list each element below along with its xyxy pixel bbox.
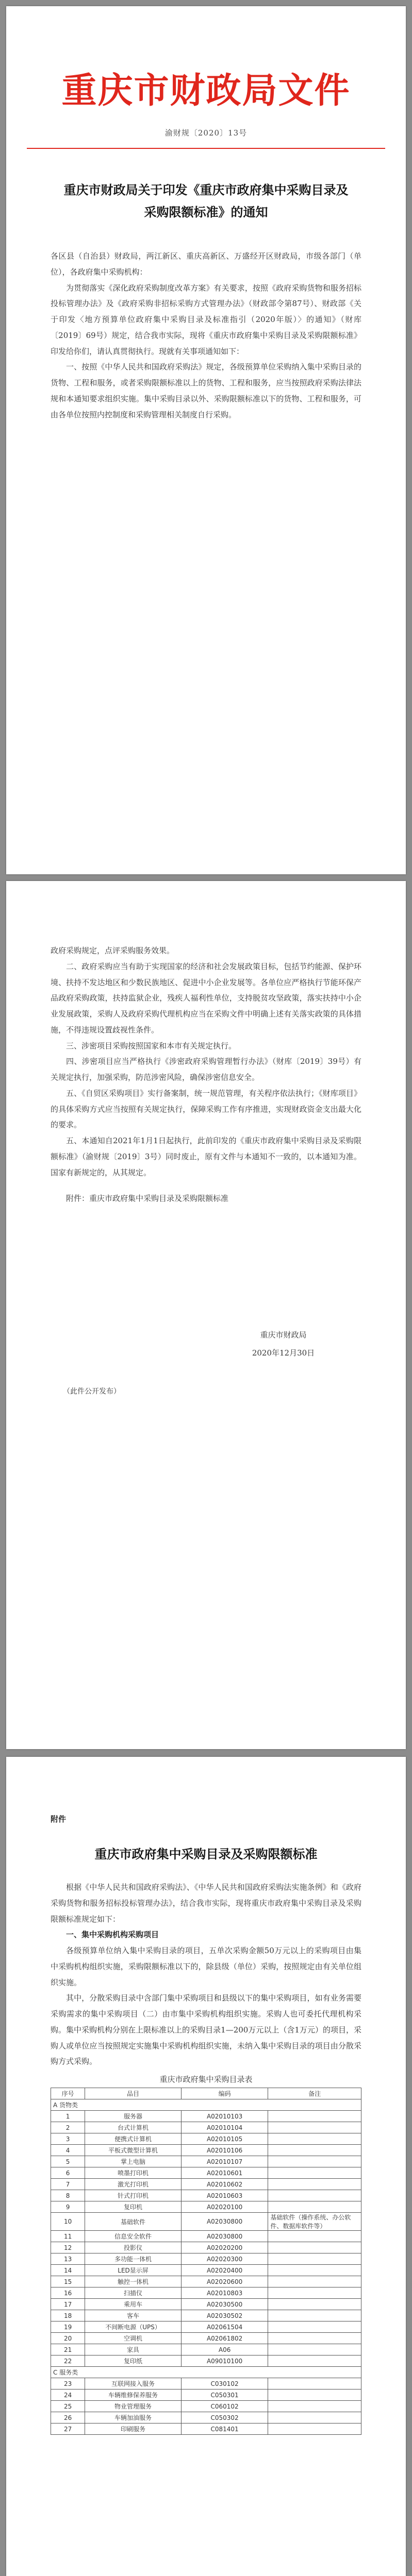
item-code: A02061802 — [181, 2333, 268, 2344]
document-page-2 — [6, 881, 406, 1749]
item-name: 服务器 — [85, 2111, 182, 2122]
row-number: 18 — [51, 2310, 85, 2321]
column-header: 编码 — [181, 2088, 268, 2099]
document-number: 渝财规〔2020〕13号 — [164, 128, 248, 138]
item-name: 印刷服务 — [85, 2424, 182, 2435]
table-row — [51, 2401, 361, 2412]
row-number: 11 — [51, 2231, 85, 2242]
item-remark — [268, 2167, 361, 2179]
item-code: A02020100 — [181, 2201, 268, 2213]
item-name: 平板式微型计算机 — [85, 2145, 182, 2156]
table-row — [51, 2276, 361, 2287]
item-code: A02030500 — [181, 2299, 268, 2310]
item-code: A06 — [181, 2344, 268, 2355]
body-paragraph: 二、政府采购应当有助于实现国家的经济和社会发展政策目标，包括节约能源、保护环境、扶持不发达地区和少数民族地区、促进中小企业发展等。各单位应严格执行节能环保产品政府采购政策，扶持监狱企业，残疾人福利性单位，支持脱贫攻坚政策，落实扶持中小企业发展政策，采购人及政府采购代理机构应当在采购文件中明确上述有关落实政策的具体措施，不得违规设置歧视性条件。 — [51, 961, 361, 1035]
item-code: A02061504 — [181, 2321, 268, 2333]
row-number: 3 — [51, 2133, 85, 2145]
item-name: 多功能一体机 — [85, 2253, 182, 2265]
item-name: 台式计算机 — [85, 2122, 182, 2133]
item-name: 空调机 — [85, 2333, 182, 2344]
item-name: 物业管理服务 — [85, 2401, 182, 2412]
row-number: 1 — [51, 2111, 85, 2122]
item-code: A02020300 — [181, 2253, 268, 2265]
item-code: A09010100 — [181, 2355, 268, 2367]
row-number: 22 — [51, 2355, 85, 2367]
section-paragraph: 各级预算单位纳入集中采购目录的项目，五单次采购金额50万元以上的采购项目由集中采购机构组织实施，采购限额标准以下的，除县级（单位）采购，按照规定由有关单位组织实施。 — [51, 1946, 361, 1987]
item-name: 基础软件 — [85, 2213, 182, 2231]
category-label: C 服务类 — [51, 2367, 361, 2378]
table-row — [51, 2145, 361, 2156]
row-number: 27 — [51, 2424, 85, 2435]
table-row — [51, 2167, 361, 2179]
table-row — [51, 2321, 361, 2333]
item-name: 触控一体机 — [85, 2276, 182, 2287]
table-row — [51, 2122, 361, 2133]
table-row — [51, 2111, 361, 2122]
item-remark — [268, 2310, 361, 2321]
item-remark — [268, 2401, 361, 2412]
row-number: 25 — [51, 2401, 85, 2412]
item-remark — [268, 2145, 361, 2156]
item-remark: 基础软件（操作系统、办公软件、数据库软件等） — [268, 2213, 361, 2231]
item-code: C050302 — [181, 2412, 268, 2424]
table-row — [51, 2389, 361, 2401]
row-number: 16 — [51, 2287, 85, 2299]
item-name: 家具 — [85, 2344, 182, 2355]
section-heading: 一、集中采购机构采购项目 — [66, 1930, 159, 1940]
item-name: 扫描仪 — [85, 2287, 182, 2299]
item-code: A02030800 — [181, 2213, 268, 2231]
notice-body-continued — [51, 943, 361, 1207]
body-paragraph: 五、《自贸区采购项目》实行备案制，统一规范管理，有关程序依法执行；《财库项目》的具体采购方式应当按照有关规定执行，保障采购工作有序推进，实现财政资金支出最大化的要求。 — [51, 1088, 361, 1130]
item-name: 复印机 — [85, 2201, 182, 2213]
item-code: C081401 — [181, 2424, 268, 2435]
table-category-row — [51, 2367, 361, 2378]
row-number: 6 — [51, 2167, 85, 2179]
item-remark — [268, 2190, 361, 2201]
item-remark — [268, 2122, 361, 2133]
item-code: A02010103 — [181, 2111, 268, 2122]
item-remark — [268, 2287, 361, 2299]
item-remark — [268, 2378, 361, 2389]
document-page-1 — [6, 6, 406, 874]
item-code: A02030502 — [181, 2310, 268, 2321]
item-remark — [268, 2201, 361, 2213]
row-number: 23 — [51, 2378, 85, 2389]
item-name: 不间断电源（UPS） — [85, 2321, 182, 2333]
row-number: 8 — [51, 2190, 85, 2201]
red-document-header: 重庆市财政局文件 — [61, 70, 351, 111]
body-paragraph: 五、本通知自2021年1月1日起执行，此前印发的《重庆市政府集中采购目录及采购限额标准》（渝财规〔2019〕3号）同时废止，原有文件与本通知不一致的，以本通知为准。国家有新规定的，从其规定。 — [51, 1136, 361, 1177]
item-remark — [268, 2156, 361, 2167]
salutation: 各区县（自治县）财政局，两江新区、重庆高新区、万盛经开区财政局，市级各部门（单位），各政府集中采购机构： — [51, 251, 361, 277]
item-code: A02010602 — [181, 2179, 268, 2190]
item-remark — [268, 2242, 361, 2253]
item-code: C030102 — [181, 2378, 268, 2389]
item-name: 车辆加油服务 — [85, 2412, 182, 2424]
table-row — [51, 2333, 361, 2344]
item-code: A02010106 — [181, 2145, 268, 2156]
item-remark — [268, 2344, 361, 2355]
row-number: 4 — [51, 2145, 85, 2156]
table-row — [51, 2355, 361, 2367]
annex-title: 重庆市政府集中采购目录及采购限额标准 — [94, 1846, 318, 1861]
item-remark — [268, 2321, 361, 2333]
table-row — [51, 2265, 361, 2276]
item-code: A02030800 — [181, 2231, 268, 2242]
body-paragraph: 一、按照《中华人民共和国政府采购法》规定，各级预算单位采购纳入集中采购目录的货物、工程和服务，或者采购限额标准以上的货物、工程和服务，应当按照政府采购法律法规和本通知要求组织实施。集中采购目录以外、采购限额标准以下的货物、工程和服务，可由各单位按照内控制度和采购管理相关制度自行采购。 — [51, 362, 361, 419]
section-paragraph: 其中，分散采购目录中含部门集中采购项目和县级以下的集中采购项目，如有业务需要采购需求的集中采购项目（二）由市集中采购机构组织实施。采购人也可委托代理机构采购。集中采购机构分别在上限标准以上的采购目录1—200万元以上（含1万元）的项目，采购人或单位应当按照规定实施集中采购机构组织实施，未纳入集中采购目录的项目由分散采购方式采购。 — [51, 1993, 361, 2066]
item-remark — [268, 2299, 361, 2310]
signing-organization: 重庆市财政局 — [260, 1330, 307, 1340]
red-divider-line — [27, 148, 385, 149]
item-code: A02020200 — [181, 2242, 268, 2253]
annex-intro: 根据《中华人民共和国政府采购法》、《中华人民共和国政府采购法实施条例》和《政府采购货物和服务招标投标管理办法》，结合我市实际，现将重庆市政府集中采购目录及采购限额标准规定如下： — [51, 1883, 361, 1924]
item-name: 激光打印机 — [85, 2179, 182, 2190]
table-row — [51, 2253, 361, 2265]
item-name: 信息安全软件 — [85, 2231, 182, 2242]
procurement-catalog-table — [51, 2088, 361, 2435]
signing-date: 2020年12月30日 — [252, 1348, 315, 1358]
table-row — [51, 2156, 361, 2167]
row-number: 21 — [51, 2344, 85, 2355]
item-name: 车辆维修保养服务 — [85, 2389, 182, 2401]
table-row — [51, 2287, 361, 2299]
table-row — [51, 2378, 361, 2389]
item-remark — [268, 2253, 361, 2265]
annex-body — [51, 1814, 361, 2435]
item-name: 复印纸 — [85, 2355, 182, 2367]
column-header: 品目 — [85, 2088, 182, 2099]
item-name: LED显示屏 — [85, 2265, 182, 2276]
table-row — [51, 2231, 361, 2242]
column-header: 序号 — [51, 2088, 85, 2099]
item-code: A02020400 — [181, 2265, 268, 2276]
item-code: A02020600 — [181, 2276, 268, 2287]
table-row — [51, 2133, 361, 2145]
row-number: 26 — [51, 2412, 85, 2424]
annex-label: 附件 — [51, 1815, 67, 1824]
item-remark — [268, 2333, 361, 2344]
item-name: 掌上电脑 — [85, 2156, 182, 2167]
item-name: 客车 — [85, 2310, 182, 2321]
body-paragraph: 四、涉密项目应当严格执行《涉密政府采购管理暂行办法》（财库〔2019〕39号）有关规定执行，加强采购，防范涉密风险，确保涉密信息安全。 — [51, 1057, 361, 1082]
notice-body — [51, 248, 361, 422]
item-name: 互联网接入服务 — [85, 2378, 182, 2389]
item-remark — [268, 2412, 361, 2424]
item-name: 投影仪 — [85, 2242, 182, 2253]
row-number: 17 — [51, 2299, 85, 2310]
row-number: 20 — [51, 2333, 85, 2344]
item-remark — [268, 2276, 361, 2287]
table-row — [51, 2242, 361, 2253]
row-number: 13 — [51, 2253, 85, 2265]
item-remark — [268, 2179, 361, 2190]
table-row — [51, 2190, 361, 2201]
column-header: 备注 — [268, 2088, 361, 2099]
category-label: A 货物类 — [51, 2099, 361, 2111]
document-page-3 — [6, 1757, 406, 2576]
item-code: A02010105 — [181, 2133, 268, 2145]
item-remark — [268, 2111, 361, 2122]
row-number: 2 — [51, 2122, 85, 2133]
body-paragraph: 为贯彻落实《深化政府采购制度改革方案》有关要求，按照《政府采购货物和服务招标投标管理办法》及《政府采购非招标采购方式管理办法》（财政部令第87号）、财政部《关于印发〈地方预算单位政府集中采购目录及标准指引（2020年版）〉的通知》（财库〔2019〕69号）规定，结合我市实际，现将《重庆市政府集中采购目录及采购限额标准》印发给你们，请认真贯彻执行。现就有关事项通知如下： — [51, 283, 361, 356]
item-remark — [268, 2265, 361, 2276]
table-row — [51, 2299, 361, 2310]
item-code: A02010803 — [181, 2287, 268, 2299]
row-number: 10 — [51, 2213, 85, 2231]
row-number: 19 — [51, 2321, 85, 2333]
item-name: 便携式计算机 — [85, 2133, 182, 2145]
item-code: A02010107 — [181, 2156, 268, 2167]
item-remark — [268, 2355, 361, 2367]
item-remark — [268, 2231, 361, 2242]
table-row — [51, 2424, 361, 2435]
item-remark — [268, 2133, 361, 2145]
item-name: 乘用车 — [85, 2299, 182, 2310]
row-number: 24 — [51, 2389, 85, 2401]
table-row — [51, 2179, 361, 2190]
table-row — [51, 2412, 361, 2424]
item-name: 喷墨打印机 — [85, 2167, 182, 2179]
table-category-row — [51, 2099, 361, 2111]
table-header-row — [51, 2088, 361, 2099]
item-code: C060102 — [181, 2401, 268, 2412]
item-code: C050301 — [181, 2389, 268, 2401]
publication-note: （此件公开发布） — [63, 1387, 121, 1396]
item-code: A02010601 — [181, 2167, 268, 2179]
row-number: 5 — [51, 2156, 85, 2167]
item-code: A02010104 — [181, 2122, 268, 2133]
row-number: 12 — [51, 2242, 85, 2253]
item-code: A02010603 — [181, 2190, 268, 2201]
table-row — [51, 2344, 361, 2355]
body-paragraph: 三、涉密项目采购按照国家和本市有关规定执行。 — [66, 1041, 237, 1050]
table-title: 重庆市政府集中采购目录表 — [159, 2075, 253, 2084]
row-number: 14 — [51, 2265, 85, 2276]
row-number: 15 — [51, 2276, 85, 2287]
row-number: 7 — [51, 2179, 85, 2190]
table-row — [51, 2213, 361, 2231]
table-row — [51, 2310, 361, 2321]
item-name: 针式打印机 — [85, 2190, 182, 2201]
notice-title: 重庆市财政局关于印发《重庆市政府集中采购目录及采购限额标准》的通知 — [63, 182, 349, 220]
item-remark — [268, 2389, 361, 2401]
table-row — [51, 2201, 361, 2213]
item-remark — [268, 2424, 361, 2435]
body-paragraph: 政府采购规定，点评采购服务效果。 — [51, 946, 175, 955]
attachment-line: 附件：重庆市政府集中采购目录及采购限额标准 — [66, 1194, 229, 1204]
row-number: 9 — [51, 2201, 85, 2213]
